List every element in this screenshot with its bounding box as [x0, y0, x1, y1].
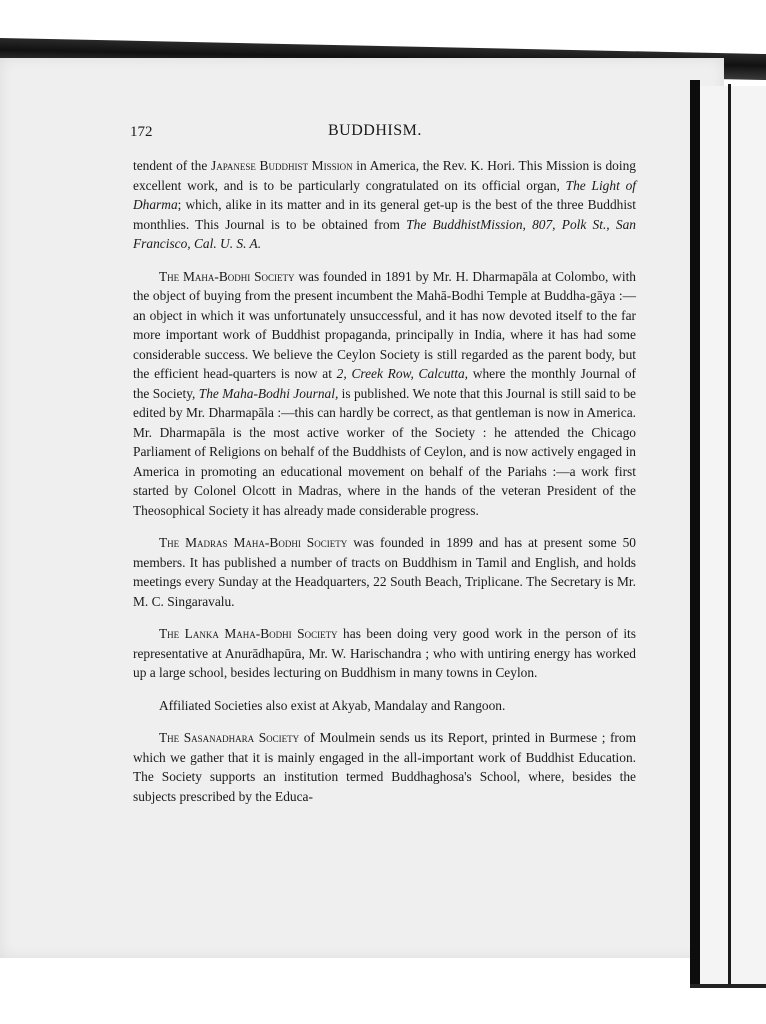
- facing-page-border: [728, 84, 731, 984]
- paragraph-text: tendent of the: [133, 158, 211, 173]
- running-head: BUDDHISM.: [328, 122, 422, 139]
- paragraph-text: was founded in 1891 by Mr. H. Dharmapāla at Colombo, with the object of buying from the present incumbent the Mahā-Bodhi Temple at Buddha-gāya :—an object in which it was unfortunately unsuccessful, and it has now devoted itself to the far more important work of Buddhist propaganda, principally in India, where it has had some considerable success. We believe the Ceylon Society is still regarded as the parent body, but the efficient head-quarters is now at: [133, 268, 636, 381]
- page-header: [130, 122, 640, 146]
- paragraph-text: is published. We note that this Journal is still said to be edited by Mr. Dharmapāla :—this can hardly be correct, as that gentleman is now in America. Mr. Dharmapāla is the most active worker of the Society : he attended the Chicago Parliament of Religions on behalf of the Buddhists of Ceylon, and is now actively engaged in America in promoting an educational movement on behalf of the Pariahs :—a work first started by Colonel Olcott in Madras, where in the hands of the veteran President of the Theosophical Society it has already made considerable progress.: [133, 385, 636, 518]
- society-name: The Lanka Maha-Bodhi Society: [159, 626, 338, 641]
- society-address: 2, Creek Row, Calcutta,: [336, 366, 469, 381]
- book-spine-shadow: [690, 80, 700, 985]
- paragraph-text: Affiliated Societies also exist at Akyab, Mandalay and Rangoon.: [159, 697, 506, 713]
- mission-address: The BuddhistMission, 807, Polk St., San Francisco, Cal. U. S. A.: [133, 216, 636, 251]
- paragraph-text: in America, the Rev. K. Hori. This Mission is doing excellent work, and is to be particularly congratulated on its official organ,: [133, 158, 636, 193]
- paragraph-text: where the monthly Journal of the Society,: [133, 366, 636, 401]
- paragraph-text: of Moulmein sends us its Report, printed in Burmese ; from which we gather that it is mainly engaged in the all-important work of Buddhist Education. The Society supports an institution termed Buddhaghosa's School, where, besides the subjects prescribed by the Educa-: [133, 730, 637, 804]
- paragraph-maha-bodhi: [133, 267, 636, 521]
- society-name: Japanese Buddhist Mission: [210, 158, 353, 173]
- page-number: 172: [130, 124, 153, 140]
- paragraph-madras-society: [133, 533, 636, 611]
- society-name: The Sasanadhara Society: [159, 730, 300, 745]
- paragraph-affiliated-societies: [133, 696, 636, 716]
- paragraph-text: ; which, alike in its matter and in its general get-up is the best of the three Buddhist monthlies. This Journal is to be obtained from: [133, 197, 636, 232]
- paragraph-sasanadhara-society: [133, 728, 636, 806]
- paragraph-lanka-society: [133, 624, 636, 683]
- paragraph-text: was founded in 1899 and has at present some 50 members. It has published a number of tracts on Buddhism in Tamil and English, and holds meetings every Sunday at the Headquarters, 22 South Beach, Triplicane. The Secretary is Mr. M. C. Singaravalu.: [133, 535, 636, 609]
- journal-title: The Light of Dharma: [133, 177, 637, 212]
- journal-title: The Maha-Bodhi Journal,: [198, 385, 339, 401]
- scan-bottom-shadow: [690, 984, 766, 988]
- paragraph-text: has been doing very good work in the person of its representative at Anurādhapūra, Mr. W. Harischandra ; who with untiring energy has worked up a large school, besides lecturing on Buddhism in many towns in Ceylon.: [133, 626, 636, 680]
- society-name: The Maha-Bodhi Society: [159, 268, 295, 284]
- body-text: [133, 156, 636, 819]
- paragraph-japanese-mission: [133, 156, 636, 254]
- facing-page-edge: [700, 86, 766, 986]
- society-name: The Madras Maha-Bodhi Society: [159, 535, 348, 550]
